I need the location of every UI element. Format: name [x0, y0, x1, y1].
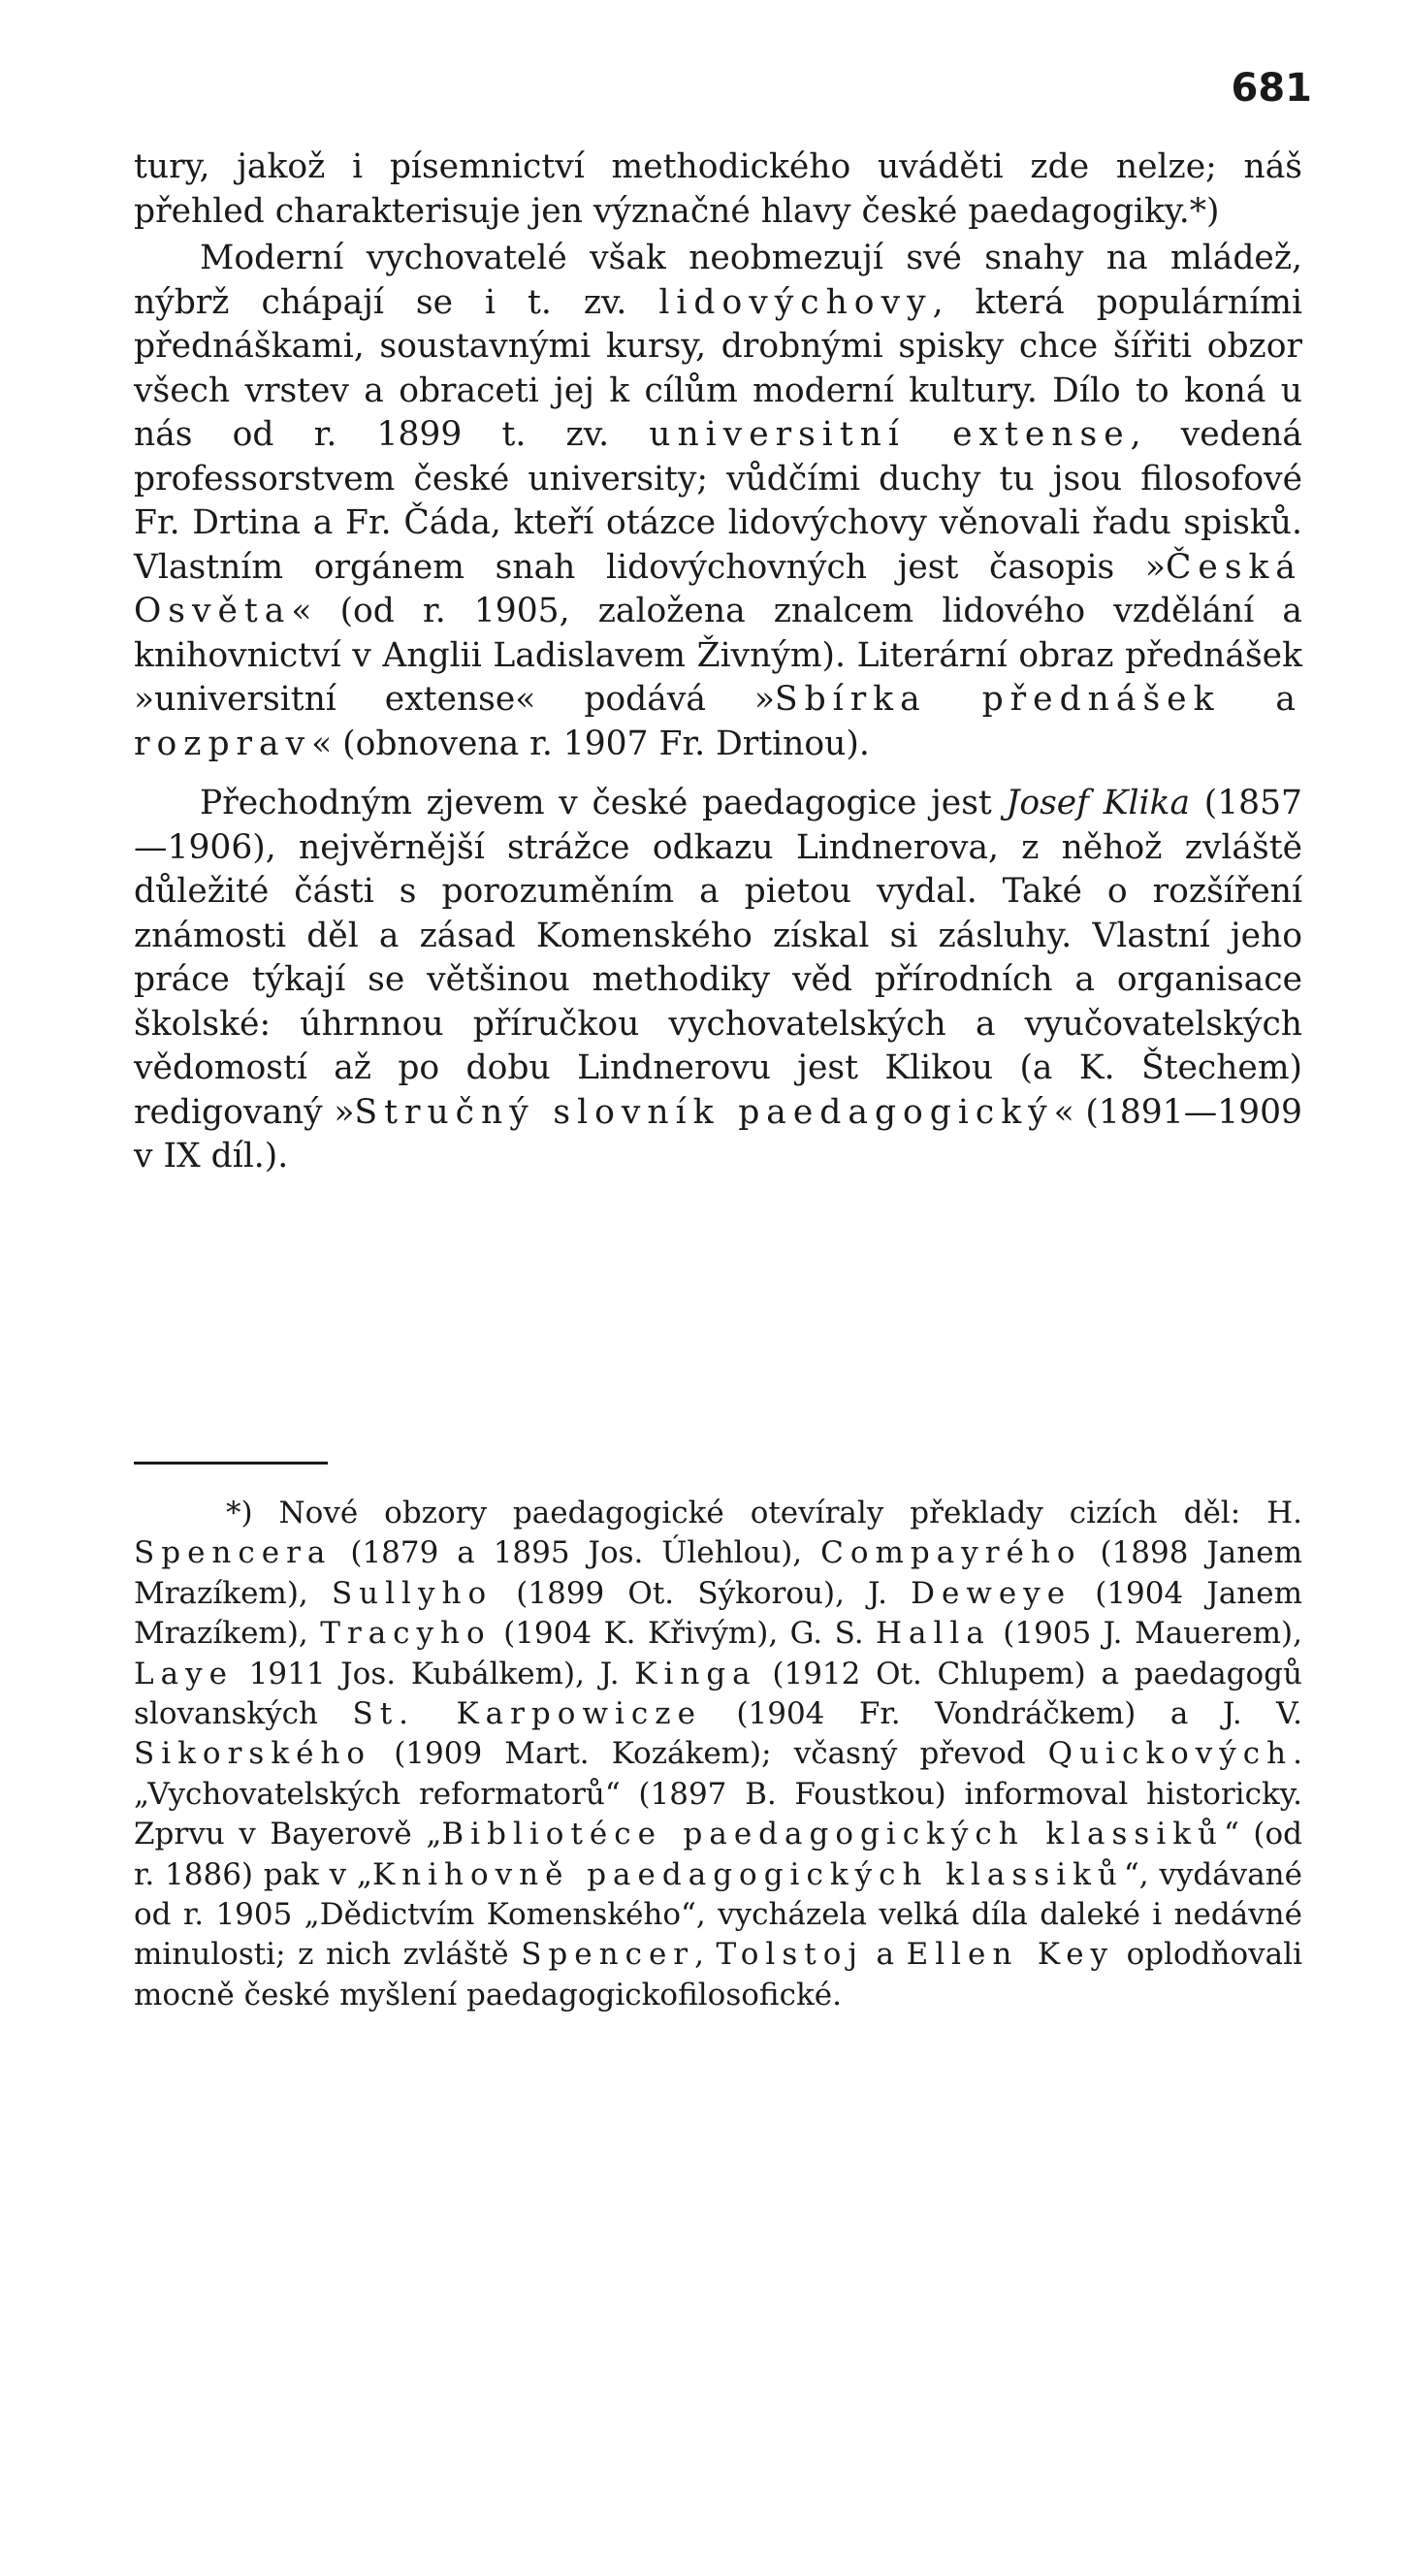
text-run: (1905 J. Mauerem),: [990, 1616, 1303, 1652]
spaced-name: Tolstoj: [716, 1937, 864, 1973]
text-run: (1912 Ot. Chlupem) a paedagogů slovanských: [134, 1656, 1302, 1732]
spaced-term-ceska-osveta: Česká Osvěta: [134, 547, 1302, 630]
text-run: “, vydávané od r. 1905 „Dědictvím Komenského“, vycházela velká díla daleké i nedávné minulosti; z nich zvláště: [134, 1856, 1302, 1973]
text-run: , která populárními přednáškami, soustavnými kursy, drobnými spisky chce šířiti obzor všech vrstev a obraceti jej k cílům moderní kultury. Dílo to koná u nás od r. 1899 t. zv.: [134, 282, 1302, 454]
spaced-title: Bibliotéce paedagogických klassiků: [441, 1817, 1224, 1852]
paragraph-text: tury, jakož i písemnictví methodického uváděti zde nelze; náš přehled charakterisuje jen význačné hlavy české paedagogiky.*): [134, 147, 1302, 231]
spaced-term-strucny-slovnik: Stručný slovník paedagogický: [354, 1092, 1054, 1132]
text-run: (1904 K. Křivým), G. S.: [491, 1616, 876, 1652]
spaced-term-lidovychova: lidovýchovy: [658, 282, 933, 322]
text-run: ,: [694, 1937, 717, 1973]
text-run: “ (od r. 1886) pak v „: [134, 1817, 1302, 1892]
italic-name-josef-klika: Josef Klika: [1006, 784, 1191, 822]
paragraph-continuation: [134, 145, 1302, 234]
spaced-name: Ellen Key: [906, 1937, 1115, 1973]
text-run: (1904 Fr. Vondráčkem) a J. V.: [701, 1696, 1302, 1732]
spaced-name: Halla: [876, 1616, 991, 1652]
text-run: (1899 Ot. Sýkorou), J.: [493, 1575, 912, 1611]
spaced-name: St. Karpowicze: [352, 1696, 702, 1732]
paragraph-klika: [134, 782, 1302, 1179]
spaced-term-sbirka: Sbírka přednášek a rozprav: [134, 680, 1302, 763]
text-run: (1909 Mart. Kozákem); včasný převod: [371, 1736, 1048, 1772]
main-text: [134, 145, 1302, 1179]
text-run: « (obnovena r. 1907 Fr. Drtinou).: [311, 724, 870, 763]
text-run: Přechodným zjevem v české paedagogice jest: [200, 784, 1007, 822]
footnote-text: [134, 1494, 1302, 2015]
text-run: *) Nové obzory paedagogické otevíraly překlady cizích děl: H.: [226, 1496, 1302, 1530]
text-run: (1857—1906), nejvěrnější strážce odkazu Lindnerova, z něhož zvláště důležité části s porozuměním a pietou vydal. Také o rozšíření známosti děl a zásad Komenského získal si zásluhy. Vlastní jeho práce týkají se většinou methodiky věd přírodních a organisace školské: úhrnnou příručkou vychovatelských a vyučovatelských vědomostí až po dobu Lindnerovu jest Klikou (a K. Štechem) redigovaný »: [134, 784, 1302, 1132]
footnote-divider: [134, 1462, 328, 1465]
text-run: , vedená professorstvem české university; vůdčími duchy tu jsou filosofové Fr. Drtina a Fr. Čáda, kteří otázce lidovýchovy věnovali řadu spisků. Vlastním orgánem snah lidovýchovných jest časopis »: [134, 415, 1302, 587]
text-run: 1911 Jos. Kubálkem), J.: [233, 1656, 635, 1691]
spaced-name: Sullyho: [331, 1575, 494, 1611]
text-run: « (od r. 1905, založena znalcem lidového vzdělání a knihovnictví v Anglii Ladislavem Živným). Literární obraz přednášek »universitní extense« podává »: [134, 592, 1302, 719]
text-run: a: [864, 1937, 907, 1973]
footnote: [134, 1494, 1302, 2015]
spaced-title: Knihovně paedagogických klassiků: [371, 1856, 1124, 1892]
spaced-name: Spencera: [134, 1535, 333, 1571]
text-run: Moderní vychovatelé však neobmezují své snahy na mládež, nýbrž chápají se i t. zv.: [134, 239, 1302, 322]
spaced-name: Kinga: [634, 1656, 757, 1691]
text-run: . „Vychovatelských reformatorů“ (1897 B. Foustkou) informoval historicky. Zprvu v Bayerově „: [134, 1736, 1302, 1852]
page-number: 681: [1231, 66, 1312, 111]
spaced-name: Spencer: [521, 1937, 695, 1973]
text-run: (1879 a 1895 Jos. Úlehlou),: [332, 1535, 821, 1571]
text-run: oplodňovali mocně české myšlení paedagogickofilosofické.: [134, 1937, 1302, 2012]
text-run: « (1891—1909 v IX díl.).: [134, 1092, 1302, 1175]
spaced-name: Deweye: [911, 1575, 1073, 1611]
spaced-name: Tracyho: [320, 1616, 492, 1652]
paragraph-lidovychova: [134, 237, 1302, 766]
spaced-name: Quickových: [1047, 1736, 1294, 1772]
spaced-name: Laye: [134, 1656, 234, 1691]
spaced-name: Compayrého: [820, 1535, 1082, 1571]
spaced-term-universitni-extense: universitní extense: [649, 415, 1131, 454]
text-run: (1898 Janem Mrazíkem),: [134, 1535, 1302, 1611]
text-run: (1904 Janem Mrazíkem),: [134, 1575, 1303, 1652]
spaced-name: Sikorského: [134, 1736, 372, 1772]
